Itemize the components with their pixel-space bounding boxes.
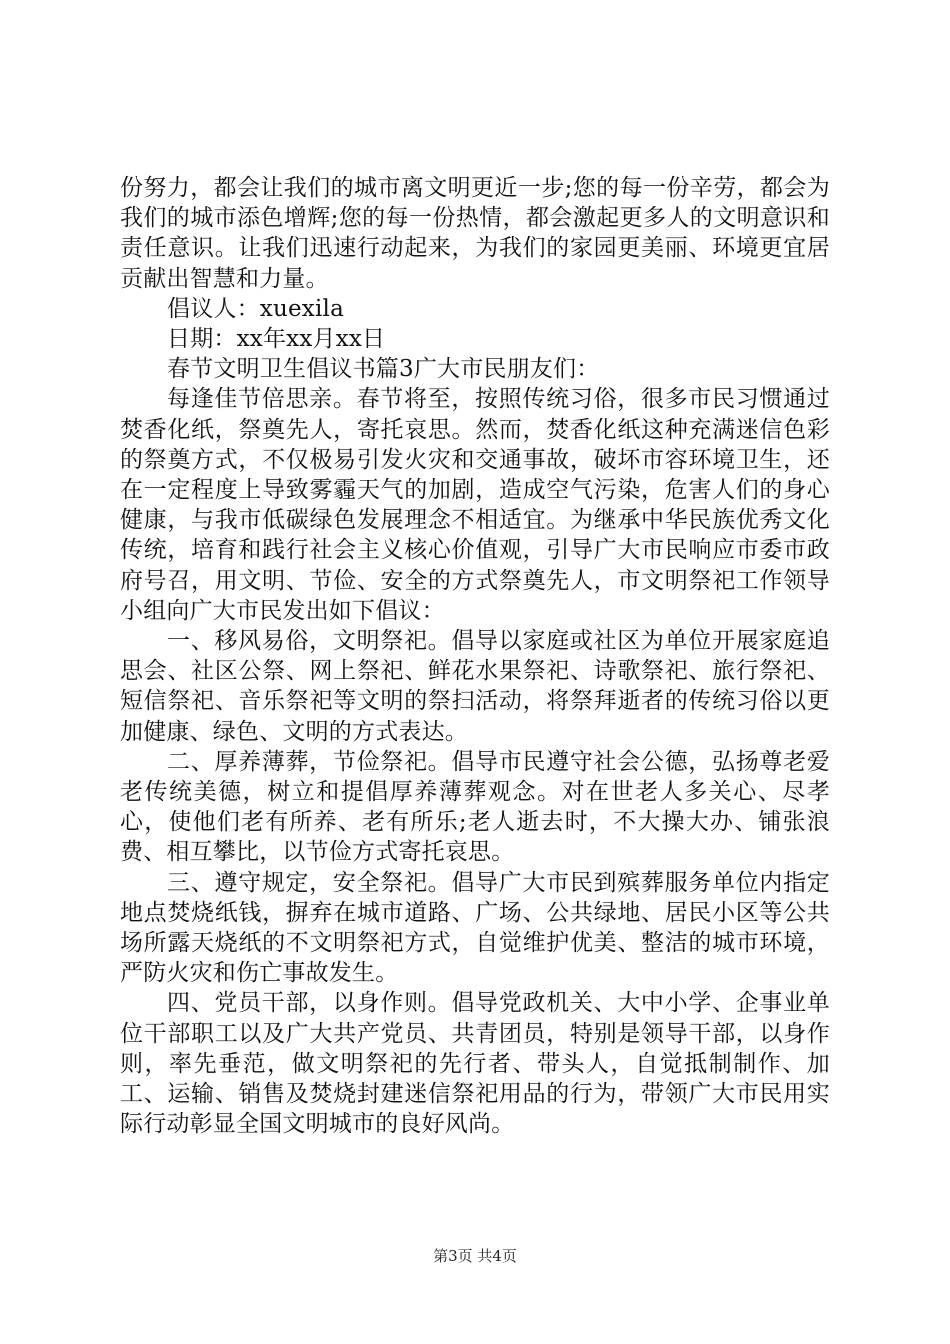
proposer-line: 倡议人：xuexila bbox=[167, 295, 344, 322]
paragraph-item-2: 二、厚养薄葬，节俭祭祀。倡导市民遵守社会公德，弘扬尊老爱老传统美德，树立和提倡厚养薄葬观念。对在世老人多关心、尽孝心，使他们老有所养、老有所乐;老人逝去时，不大操大办、铺张浪费、相互攀比，以节俭方式寄托哀思。 bbox=[120, 748, 830, 866]
document-body bbox=[120, 173, 830, 1140]
paragraph-item-1: 一、移风易俗，文明祭祀。倡导以家庭或社区为单位开展家庭追思会、社区公祭、网上祭祀、鲜花水果祭祀、诗歌祭祀、旅行祭祀、短信祭祀、音乐祭祀等文明的祭扫活动，将祭拜逝者的传统习俗以更加健康、绿色、文明的方式表达。 bbox=[120, 628, 830, 745]
paragraph-item-4: 四、党员干部，以身作则。倡导党政机关、大中小学、企事业单位干部职工以及广大共产党员、共青团员，特别是领导干部，以身作则，率先垂范，做文明祭祀的先行者、带头人，自觉抵制制作、加工、运输、销售及焚烧封建迷信祭祀用品的行为，带领广大市民用实际行动彰显全国文明城市的良好风尚。 bbox=[120, 990, 830, 1138]
paragraph-continuation: 份努力，都会让我们的城市离文明更近一步;您的每一份辛劳，都会为我们的城市添色增辉;您的每一份热情，都会激起更多人的文明意识和责任意识。让我们迅速行动起来，为我们的家园更美丽、环境更宜居贡献出智慧和力量。 bbox=[120, 175, 830, 292]
page-footer: 第3页 共4页 bbox=[433, 1247, 517, 1265]
paragraph-intro: 每逢佳节倍思亲。春节将至，按照传统习俗，很多市民习惯通过焚香化纸，祭奠先人，寄托哀思。然而，焚香化纸这种充满迷信色彩的祭奠方式，不仅极易引发火灾和交通事故，破坏市容环境卫生，还在一定程度上导致雾霾天气的加剧，造成空气污染，危害人们的身心健康，与我市低碳绿色发展理念不相适宜。为继承中华民族优秀文化传统，培育和践行社会主义核心价值观，引导广大市民响应市委市政府号召，用文明、节俭、安全的方式祭奠先人，市文明祭祀工作领导小组向广大市民发出如下倡议： bbox=[120, 386, 830, 624]
date-line: 日期：xx年xx月xx日 bbox=[167, 326, 386, 353]
paragraph-item-3: 三、遵守规定，安全祭祀。倡导广大市民到殡葬服务单位内指定地点焚烧纸钱，摒弃在城市道路、广场、公共绿地、居民小区等公共场所露天烧纸的不文明祭祀方式，自觉维护优美、整洁的城市环境，严防火灾和伤亡事故发生。 bbox=[120, 869, 830, 987]
section-heading: 春节文明卫生倡议书篇3广大市民朋友们： bbox=[167, 356, 600, 383]
